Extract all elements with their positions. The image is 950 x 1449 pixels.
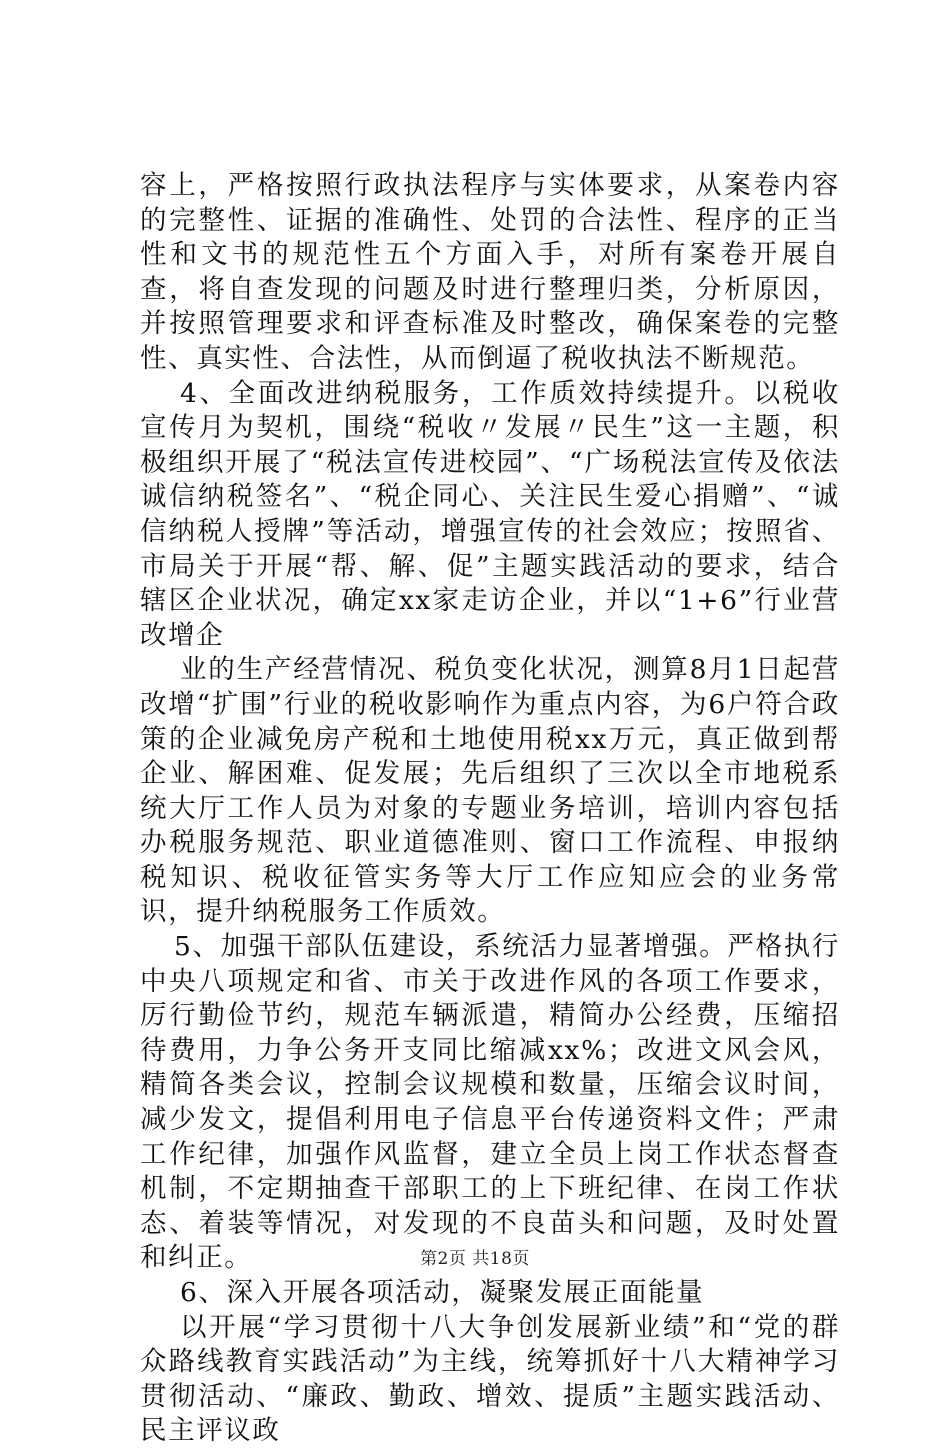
page-number-footer: 第2页 共18页: [420, 1249, 530, 1269]
paragraph-enterprise-support: 业的生产经营情况、税负变化状况，测算8月1日起营改增“扩围”行业的税收影响作为重点内容，为6户符合政策的企业减免房产税和土地使用税xx万元，真正做到帮企业、解困难、促发展；先后组织了三次以全市地税系统大厅工作人员为对象的专题业务培训，培训内容包括办税服务规范、职业道德准则、窗口工作流程、申报纳税知识、税收征管实务等大厅工作应知应会的业务常识，提升纳税服务工作质效。: [140, 654, 840, 928]
paragraph-case-review: 容上，严格按照行政执法程序与实体要求，从案卷内容的完整性、证据的准确性、处罚的合法性、程序的正当性和文书的规范性五个方面入手，对所有案卷开展自查，将自查发现的问题及时进行整理归类，分析原因，并按照管理要求和评查标准及时整改，确保案卷的完整性、真实性、合法性，从而倒逼了税收执法不断规范。: [140, 170, 840, 374]
paragraph-tax-service: 4、全面改进纳税服务，工作质效持续提升。以税收宣传月为契机，围绕“税收〃发展〃民生”这一主题，积极组织开展了“税法宣传进校园”、“广场税法宣传及依法诚信纳税签名”、“税企同心、关注民生爱心捐赠”、“诚信纳税人授牌”等活动，增强宣传的社会效应；按照省、市局关于开展“帮、解、促”主题实践活动的要求，结合辖区企业状况，确定xx家走访企业，并以“1+6”行业营改增企: [140, 377, 840, 651]
paragraph-team-building: 5、加强干部队伍建设，系统活力显著增强。严格执行中央八项规定和省、市关于改进作风的各项工作要求，厉行勤俭节约，规范车辆派遣，精简办公经费，压缩招待费用，力争公务开支同比缩减xx%；改进文风会风，精简各类会议，控制会议规模和数量，压缩会议时间，减少发文，提倡利用电子信息平台传递资料文件；严肃工作纪律，加强作风监督，建立全员上岗工作状态督查机制，不定期抽查干部职工的上下班纪律、在岗工作状态、着装等情况，对发现的不良苗头和问题，及时处置和纠正。: [140, 931, 840, 1274]
paragraph-heading-activities: 6、深入开展各项活动，凝聚发展正面能量: [180, 1277, 705, 1308]
paragraph-activities: 以开展“学习贯彻十八大争创发展新业绩”和“党的群众路线教育实践活动”为主线，统筹抓好十八大精神学习贯彻活动、“廉政、勤政、增效、提质”主题实践活动、民主评议政: [140, 1311, 840, 1447]
